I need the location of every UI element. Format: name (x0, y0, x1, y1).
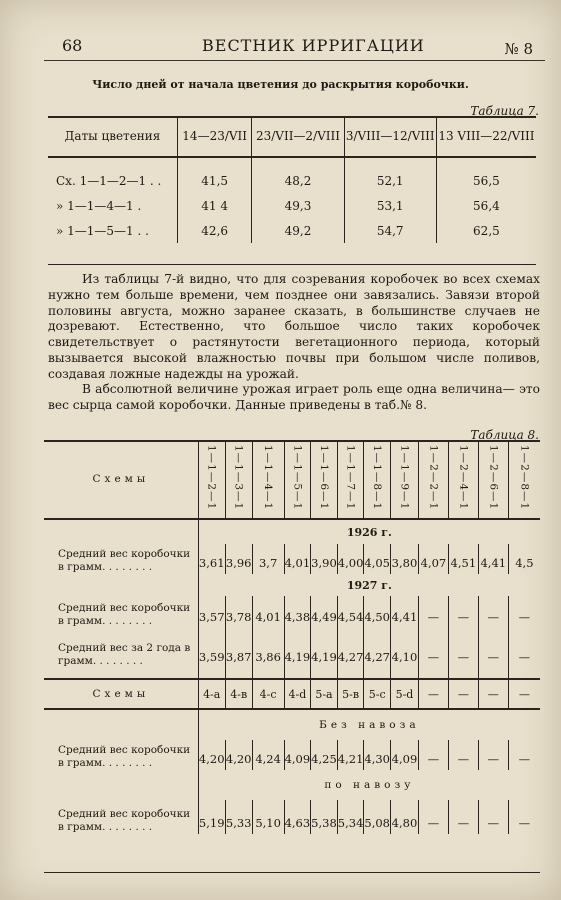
table-cell: — (508, 679, 540, 709)
table-cell: — (518, 610, 531, 624)
table7 (48, 116, 536, 243)
table-cell: 4-с (252, 679, 284, 709)
table7-label: Таблица 7. (470, 104, 539, 118)
body-paragraph-2 (48, 382, 540, 414)
table-cell: 56,5 (473, 173, 500, 188)
subheader-manure: по навозу (324, 779, 415, 791)
table-cell: 5,33 (225, 800, 252, 834)
table-cell: — (478, 628, 508, 679)
page-number: 68 (62, 36, 83, 55)
table-cell: 4,80 (391, 800, 419, 834)
table-cell: 5,34 (337, 800, 364, 834)
table-cell: 5-в (337, 679, 364, 709)
table-cell: 5,38 (311, 800, 338, 834)
body-paragraph-1 (48, 272, 540, 383)
running-header (62, 34, 541, 58)
table-cell: — (518, 650, 531, 664)
table-cell: 4,19 (311, 628, 338, 679)
table-cell: 3,96 (225, 544, 252, 574)
table-cell: 54,7 (344, 218, 436, 243)
table-cell: 1—1—7—1 (344, 444, 357, 511)
table-cell: 4,51 (448, 544, 478, 574)
table-row (44, 740, 540, 770)
table-cell: 4,49 (311, 596, 338, 628)
table-cell: 3,87 (225, 628, 252, 679)
table-cell: 42,6 (177, 218, 251, 243)
table7-header-col2: 23/VII—2/VIII (252, 116, 344, 157)
table-cell: — (418, 800, 448, 834)
table-cell: 4,07 (418, 544, 448, 574)
table-cell: 1—1—9—1 (398, 444, 411, 511)
issue-number: № 8 (504, 40, 533, 58)
table-cell: 4,24 (252, 740, 284, 770)
table-cell: 4,20 (198, 740, 225, 770)
table-cell: 3,59 (198, 628, 225, 679)
table-cell: 4,21 (337, 740, 364, 770)
year-1927: 1927 г. (346, 578, 392, 592)
year-1926: 1926 г. (346, 525, 392, 539)
table-cell: 48,2 (252, 168, 344, 193)
subheader-no-manure: Без навоза (319, 719, 420, 731)
table-cell: Средний вес коробочки в грамм. . . . . . . . (44, 740, 198, 770)
table-row (48, 193, 536, 218)
table-row (44, 628, 540, 679)
table-cell: 5-с (364, 679, 391, 709)
table7-header-dates: Даты цветения (48, 116, 177, 157)
table-cell: — (478, 596, 508, 628)
table-cell: — (448, 740, 478, 770)
header-rule (44, 60, 545, 61)
table-cell: 3,57 (198, 596, 225, 628)
table7-caption: Число дней от начала цветения до раскрытия коробочки. (92, 78, 469, 91)
table-row (48, 218, 536, 243)
table-cell: Средний вес коробочки в грамм. . . . . . . . (44, 596, 198, 628)
table-cell: 1—2—6—1 (487, 444, 500, 511)
table-cell: 5-d (391, 679, 419, 709)
table-cell: 5-а (311, 679, 338, 709)
table-cell: 56,4 (473, 198, 500, 213)
table-cell: 4,38 (284, 596, 311, 628)
table-cell: 41,5 (177, 168, 251, 193)
table-cell: — (518, 752, 531, 766)
table-cell: 4,63 (284, 800, 311, 834)
table-cell: 4,27 (337, 628, 364, 679)
table-cell: В абсолютной величине урожая играет роль еще одна величина— это вес сырца самой коробочки. Данные приведены в таб.№ 8. (48, 382, 540, 412)
table-row (48, 168, 536, 193)
table-cell: 1—2—4—1 (457, 444, 470, 511)
table-cell: 1—1—4—1 (262, 444, 275, 511)
table-cell: 41 4 (177, 193, 251, 218)
table-cell: 3,78 (225, 596, 252, 628)
table-cell: 3,90 (311, 544, 338, 574)
table-cell: 5,08 (364, 800, 391, 834)
table-cell: 1—1—6—1 (317, 444, 330, 511)
table-cell: 4,25 (311, 740, 338, 770)
table-cell: 4,10 (391, 628, 419, 679)
table-cell: 3,86 (252, 628, 284, 679)
table8 (44, 440, 540, 834)
journal-title: ВЕСТНИК ИРРИГАЦИИ (202, 36, 425, 55)
table8-label: Таблица 8. (470, 428, 539, 442)
table-cell: — (448, 679, 478, 709)
table-cell: 1—1—5—1 (291, 444, 304, 511)
table-cell: 4,41 (391, 596, 419, 628)
table-cell: Средний вес коробочки в грамм. . . . . . . . (44, 544, 198, 574)
table-cell: 5,10 (252, 800, 284, 834)
table-cell: 52,1 (344, 168, 436, 193)
table-cell: — (418, 628, 448, 679)
table-cell: — (478, 679, 508, 709)
table-cell: 4,50 (364, 596, 391, 628)
table-cell: 1—2—8—1 (518, 444, 531, 511)
table-cell: 4,30 (364, 740, 391, 770)
table-cell: 4,05 (364, 544, 391, 574)
table-cell: 1—1—8—1 (371, 444, 384, 511)
table-cell: 3,7 (252, 544, 284, 574)
table-cell: » 1—1—5—1 . . (48, 218, 177, 243)
table-cell: — (478, 740, 508, 770)
table-cell: 4,19 (284, 628, 311, 679)
table7-header-col3: 3/VIII—12/VIII (344, 116, 436, 157)
table-cell: — (448, 800, 478, 834)
table-cell: 4,27 (364, 628, 391, 679)
table-cell: Средний вес коробочки в грамм. . . . . . . . (44, 800, 198, 834)
table-cell: Сх. 1—1—2—1 . . (48, 168, 177, 193)
table-cell: 1—2—2—1 (427, 444, 440, 511)
table-cell: 4,20 (225, 740, 252, 770)
table-cell: 4-d (284, 679, 311, 709)
table7-header-col4: 13 VIII—22/VIII (436, 116, 536, 157)
table-row (44, 596, 540, 628)
table-cell: Из таблицы 7-й видно, что для созревания коробочек во всех схемах нужно тем больше времени, чем позднее они завязались. Завязи второй половины августа, можно заранее сказать, в большинстве случаев не дозревают. Естественно, что большое число таких коробочек свидетельствует о растянутости вегетационного периода, который вызывается высокой влажностью почвы при большом числе поливов, создавая ложные надежды на урожай. (48, 272, 540, 381)
table-cell: 49,2 (252, 218, 344, 243)
table8-schemes-header: Схемы (44, 440, 198, 519)
table-cell: Средний вес за 2 года в грамм. . . . . . . . (44, 628, 198, 679)
table-cell: 53,1 (344, 193, 436, 218)
table8-schemes2-header: Схемы (44, 679, 198, 709)
table-cell: 62,5 (473, 223, 500, 238)
table-cell: — (448, 628, 478, 679)
table-cell: 5,19 (198, 800, 225, 834)
table-cell: 4,5 (515, 556, 534, 570)
table-cell: 4,00 (337, 544, 364, 574)
table-row (44, 544, 540, 574)
table-cell: — (418, 679, 448, 709)
table-cell: 4,09 (391, 740, 419, 770)
table-cell: 4,01 (252, 596, 284, 628)
table-cell: 1—1—3—1 (232, 444, 245, 511)
table-cell: » 1—1—4—1 . (48, 193, 177, 218)
table-cell: — (418, 596, 448, 628)
table-cell: 3,61 (198, 544, 225, 574)
table-cell: 4,41 (478, 544, 508, 574)
table-cell: 49,3 (252, 193, 344, 218)
table-row (44, 800, 540, 834)
table-cell: 1—1—2—1 (205, 444, 218, 511)
table-cell: 4-в (225, 679, 252, 709)
table-cell: — (418, 740, 448, 770)
table-cell: 3,80 (391, 544, 419, 574)
table-cell: — (478, 800, 508, 834)
table-cell: — (518, 816, 531, 830)
table-cell: 4,09 (284, 740, 311, 770)
table7-header-col1: 14—23/VII (177, 116, 251, 157)
table-cell: — (448, 596, 478, 628)
table-cell: 4,54 (337, 596, 364, 628)
table-cell: 4-а (198, 679, 225, 709)
table-cell: 4,01 (284, 544, 311, 574)
